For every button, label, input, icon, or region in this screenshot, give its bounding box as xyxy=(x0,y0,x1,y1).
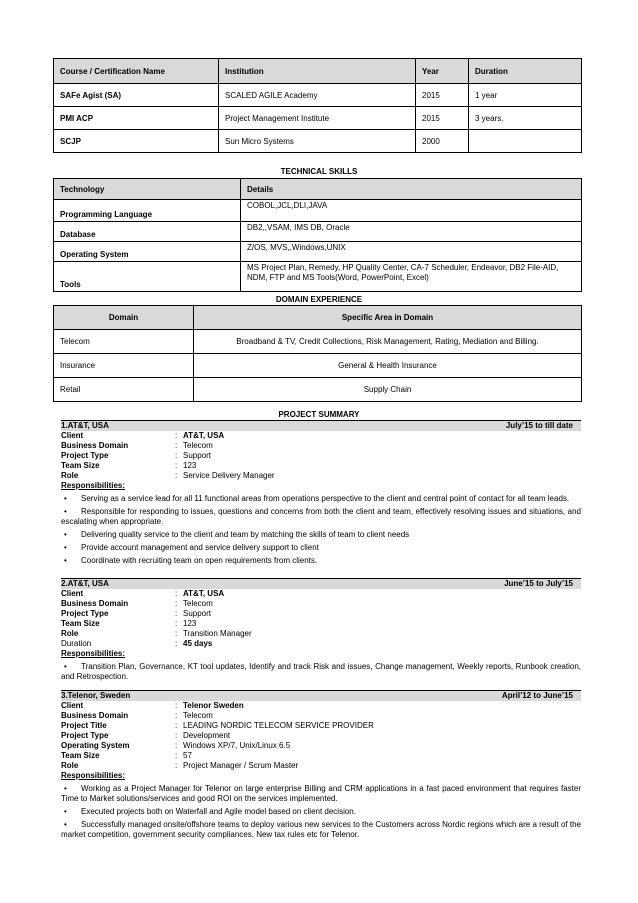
certification-row xyxy=(54,84,582,107)
cell: SCALED AGILE Academy xyxy=(219,84,416,107)
domain-experience-title: DOMAIN EXPERIENCE xyxy=(275,295,363,304)
field-value: AT&T, USA xyxy=(183,431,225,440)
field-value: Windows XP/7, Unix/Linux 6.5 xyxy=(183,741,291,750)
project-field: Business Domain : Telecom xyxy=(61,441,213,450)
responsibilities-label: Responsibilities: xyxy=(61,649,126,658)
cell: 1 year xyxy=(469,84,582,107)
domain-row xyxy=(54,354,582,378)
project-header-bar xyxy=(61,578,581,589)
domain-area: General & Health Insurance xyxy=(194,354,582,378)
cell: 2000 xyxy=(416,130,469,153)
domain-experience-table xyxy=(53,305,582,402)
responsibilities-list xyxy=(61,494,581,566)
project-block xyxy=(61,420,581,568)
tech-row xyxy=(54,222,582,242)
field-label: Client xyxy=(61,431,84,440)
project-header-bar xyxy=(61,420,581,431)
project-field: Project Type : Support xyxy=(61,451,212,460)
cell: 2015 xyxy=(416,84,469,107)
domain-row xyxy=(54,330,582,354)
technical-skills-table xyxy=(53,178,582,292)
project-field: Role : Service Delivery Manager xyxy=(61,471,275,480)
col-header: Course / Certification Name xyxy=(54,59,219,84)
domain-header-row xyxy=(54,306,582,330)
cell: 3 years. xyxy=(469,107,582,130)
field-value: 57 xyxy=(183,751,192,760)
project-summary-title: PROJECT SUMMARY xyxy=(278,410,360,419)
field-label: Project Type xyxy=(61,609,109,618)
project-field: Project Type : Support xyxy=(61,609,212,618)
field-label: Business Domain xyxy=(61,599,129,608)
tech-header-row xyxy=(54,179,582,200)
cell: Project Management Institute xyxy=(219,107,416,130)
project-field: Client : AT&T, USA xyxy=(61,431,225,440)
field-label: Role xyxy=(61,471,79,480)
domain-area: Broadband & TV, Credit Collections, Risk Management, Rating, Mediation and Billing. xyxy=(194,330,582,354)
project-field: Client : Telenor Sweden xyxy=(61,701,244,710)
col-header: Institution xyxy=(219,59,416,84)
field-label: Client xyxy=(61,701,84,710)
field-value: Telecom xyxy=(183,441,213,450)
field-label: Project Type xyxy=(61,451,109,460)
col-header: Domain xyxy=(54,306,194,330)
list-item: • Successfully managed onsite/offshore teams to deploy various new services to the Customers across Nordic regions which are a result of the market competition, government security compliances, New tax rules etc for Telenor. xyxy=(61,820,581,840)
project-field: Role : Project Manager / Scrum Master xyxy=(61,761,299,770)
list-item: • Transition Plan, Governance, KT tool updates, Identify and track Risk and issues, Change management, Weekly reports, Runbook creation, and Retrospection. xyxy=(61,662,581,682)
cell: SCJP xyxy=(54,130,219,153)
project-field: Client : AT&T, USA xyxy=(61,589,225,598)
tech-details: MS Project Plan, Remedy, HP Quality Center, CA-7 Scheduler, Endeavor, DB2 File-AID, NDM, FTP and MS Tools(Word, PowerPoint, Excel) xyxy=(241,262,582,292)
project-field: Role : Transition Manager xyxy=(61,629,252,638)
project-name: 2.AT&T, USA xyxy=(61,579,109,588)
certification-row xyxy=(54,130,582,153)
field-value: 45 days xyxy=(183,639,213,648)
col-header: Specific Area in Domain xyxy=(194,306,582,330)
project-period: July’15 to till date xyxy=(505,421,573,430)
responsibilities-label: Responsibilities: xyxy=(61,481,126,490)
cell: PMI ACP xyxy=(54,107,219,130)
responsibilities-list xyxy=(61,784,581,840)
project-block xyxy=(61,578,581,684)
tech-details: DB2,,VSAM, IMS DB, Oracle xyxy=(241,222,582,242)
tech-details: Z/OS, MVS,,Windows,UNIX xyxy=(241,242,582,262)
field-value: LEADING NORDIC TELECOM SERVICE PROVIDER xyxy=(183,721,374,730)
field-value: Project Manager / Scrum Master xyxy=(183,761,299,770)
field-value: Support xyxy=(183,609,212,618)
domain-name: Retail xyxy=(54,378,194,402)
project-field: Team Size : 123 xyxy=(61,619,197,628)
project-header-bar xyxy=(61,690,581,701)
domain-area: Supply Chain xyxy=(194,378,582,402)
cell xyxy=(469,130,582,153)
list-item: • Delivering quality service to the client and team by matching the skills of team to client needs xyxy=(61,530,581,540)
field-value: AT&T, USA xyxy=(183,589,225,598)
certification-table xyxy=(53,58,582,153)
field-label: Project Title xyxy=(61,721,107,730)
field-label: Role xyxy=(61,761,79,770)
tech-details: COBOL,JCL,DLI,JAVA xyxy=(241,200,582,222)
tech-name: Operating System xyxy=(54,242,241,262)
project-field: Business Domain : Telecom xyxy=(61,711,213,720)
project-field: Operating System : Windows XP/7, Unix/Linux 6.5 xyxy=(61,741,291,750)
tech-name: Tools xyxy=(54,262,241,292)
field-value: Service Delivery Manager xyxy=(183,471,275,480)
domain-row xyxy=(54,378,582,402)
field-value: Telecom xyxy=(183,599,213,608)
certification-row xyxy=(54,107,582,130)
project-name: 3.Telenor, Sweden xyxy=(61,691,131,700)
list-item: • Working as a Project Manager for Telenor on large enterprise Billing and CRM applications in a fast paced environment that requires faster Time to Market solutions/services and good ROI on the services implemented. xyxy=(61,784,581,804)
field-value: Transition Manager xyxy=(183,629,252,638)
project-block xyxy=(61,690,581,842)
project-field: Team Size : 57 xyxy=(61,751,192,760)
list-item: • Serving as a service lead for all 11 functional areas from operations perspective to the client and central point of contact for all team leads. xyxy=(61,494,581,504)
cell: 2015 xyxy=(416,107,469,130)
tech-row xyxy=(54,242,582,262)
col-header: Technology xyxy=(54,179,241,200)
field-label: Project Type xyxy=(61,731,109,740)
field-label: Team Size xyxy=(61,461,100,470)
col-header: Duration xyxy=(469,59,582,84)
domain-name: Telecom xyxy=(54,330,194,354)
responsibilities-label: Responsibilities: xyxy=(61,771,126,780)
field-value: Telecom xyxy=(183,711,213,720)
field-label: Team Size xyxy=(61,751,100,760)
project-field: Project Title : LEADING NORDIC TELECOM SERVICE PROVIDER xyxy=(61,721,374,730)
field-label: Business Domain xyxy=(61,711,129,720)
list-item: • Executed projects both on Waterfall and Agile model based on client decision. xyxy=(61,807,581,817)
tech-row xyxy=(54,200,582,222)
cell: Sun Micro Systems xyxy=(219,130,416,153)
field-value: Development xyxy=(183,731,231,740)
tech-row xyxy=(54,262,582,292)
project-period: June’15 to July’15 xyxy=(504,579,573,588)
field-value: 123 xyxy=(183,619,197,628)
project-name: 1.AT&T, USA xyxy=(61,421,109,430)
field-label: Role xyxy=(61,629,79,638)
col-header: Details xyxy=(241,179,582,200)
certification-header-row xyxy=(54,59,582,84)
list-item: • Provide account management and service delivery support to client xyxy=(61,543,581,553)
field-label: Duration xyxy=(61,639,92,648)
project-field: Team Size : 123 xyxy=(61,461,197,470)
list-item: • Coordinate with recruiting team on open requirements from clients. xyxy=(61,556,581,566)
col-header: Year xyxy=(416,59,469,84)
domain-name: Insurance xyxy=(54,354,194,378)
field-value: Telenor Sweden xyxy=(183,701,244,710)
tech-name: Database xyxy=(54,222,241,242)
cell: SAFe Agist (SA) xyxy=(54,84,219,107)
field-label: Client xyxy=(61,589,84,598)
field-label: Operating System xyxy=(61,741,130,750)
project-field: Duration : 45 days xyxy=(61,639,213,648)
responsibilities-list xyxy=(61,662,581,682)
tech-name: Programming Language xyxy=(54,200,241,222)
list-item: • Responsible for responding to issues, questions and concerns from both the client and team, effectively resolving issues and situations, and escalating when appropriate. xyxy=(61,507,581,527)
technical-skills-title: TECHNICAL SKILLS xyxy=(280,167,358,176)
project-period: April’12 to June’15 xyxy=(501,691,573,700)
project-field: Project Type : Development xyxy=(61,731,231,740)
field-value: Support xyxy=(183,451,212,460)
field-label: Team Size xyxy=(61,619,100,628)
project-field: Business Domain : Telecom xyxy=(61,599,213,608)
field-label: Business Domain xyxy=(61,441,129,450)
field-value: 123 xyxy=(183,461,197,470)
